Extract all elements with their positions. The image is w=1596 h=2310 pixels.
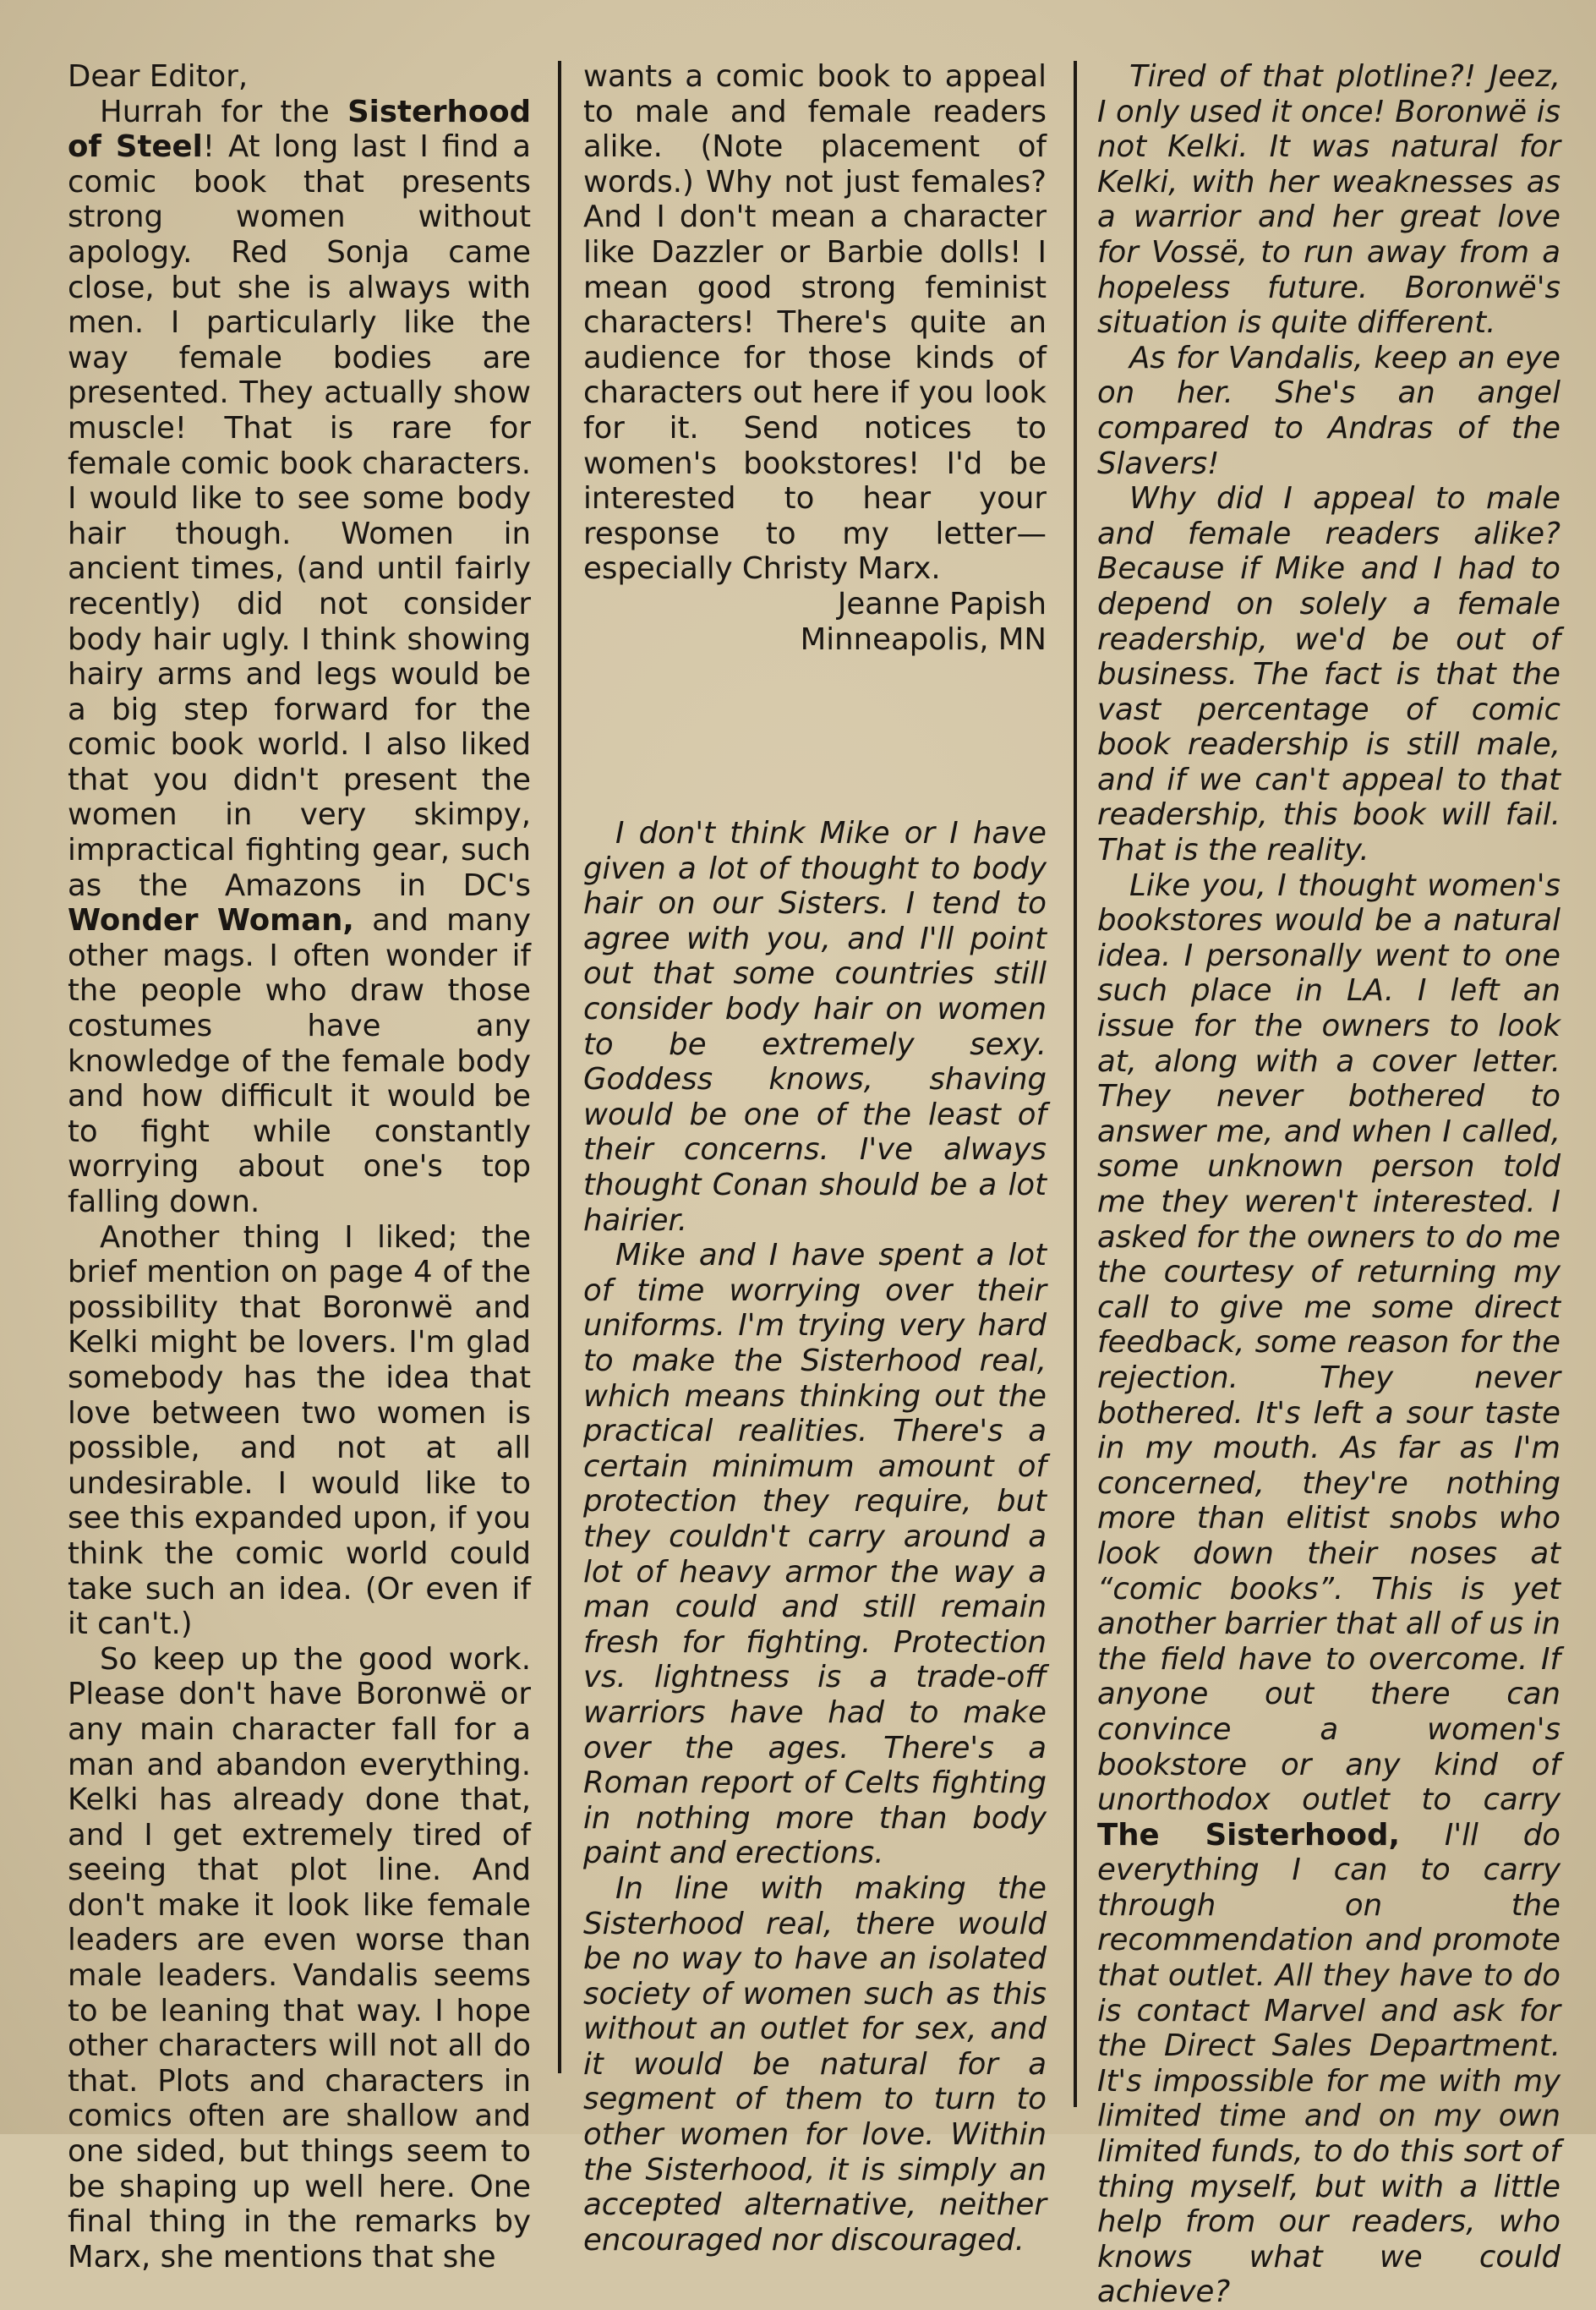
comic-title-sisterhood: Sisterhood of Steel — [68, 94, 531, 165]
reply-paragraph-5: As for Vandalis, keep an eye on her. She's an angel compared to Andras of the Slavers! — [1097, 340, 1560, 481]
reply-paragraph-2: Mike and I have spent a lot of time worrying over their uniforms. I'm trying very hard to make the Sisterhood real, which means thinking out the practical realities. There's a certain minimum amount of protection they require, but they couldn't carry around a lot of heavy armor the way a man could and still remain fresh for fighting. Protection vs. lightness is a trade-off warriors have had to make over the ages. There's a Roman report of Celts fighting in nothing more than body paint and erections. — [583, 1238, 1047, 1871]
letter-paragraph-2: Another thing I liked; the brief mention on page 4 of the possibility that Boronwë and Kelki might be lovers. I'm glad somebody has the idea that love between two women is possible, and not at all undesirable. I would like to see this expanded upon, if you think the comic world could take such an idea. (Or even if it can't.) — [68, 1219, 531, 1642]
reply-paragraph-3: In line with making the Sisterhood real, there would be no way to have an isolated society of women such as this without an outlet for sex, and it would be natural for a segment of them to turn to other women for love. Within the Sisterhood, it is simply an accepted alternative, neither encouraged nor discouraged. — [583, 1870, 1047, 2258]
reply-column-3 — [1097, 59, 1560, 2310]
letter-paragraph-3: So keep up the good work. Please don't have Boronwë or any main character fall for a man and abandon everything. Kelki has already done that, and I get extremely tired of seeing that plot line. And don't make it look like female leaders are even worse than male leaders. Vandalis seems to be leaning that way. I hope other characters will not all do that. Plots and characters in comics often are shallow and one sided, but things seem to be shaping up well here. One final thing in the remarks by Marx, she mentions that she — [68, 1641, 531, 2274]
reply-paragraph-4: Tired of that plotline?! Jeez, I only used it once! Boronwë is not Kelki. It was natural for Kelki, with her weaknesses as a warrior and her great love for Vossë, to run away from a hopeless future. Boronwë's situation is quite different. — [1097, 59, 1560, 341]
reply-paragraph-6: Why did I appeal to male and female readers alike? Because if Mike and I had to depend on solely a female readership, we'd be out of business. The fact is that the vast percentage of comic book readership is still male, and if we can't appeal to that readership, this book will fail. That is the reality. — [1097, 481, 1560, 868]
signature-place: Minneapolis, MN — [800, 621, 1047, 657]
column-rule-right — [1074, 61, 1077, 2107]
spacer — [583, 657, 1047, 816]
comic-title-the-sisterhood: The Sisterhood, — [1097, 1817, 1400, 1853]
text-run: ! At long last I find a comic book that presents strong women without apology. Red Sonja came close, but she is always with men. I particularly like the way female bodies are presented. They actually show muscle! That is rare for female comic book characters. I would like to see some body hair though. Women in ancient times, (and until fairly recently) did not consider body hair ugly. I think showing hairy arms and legs would be a big step forward for the comic book world. I also liked that you didn't present the women in very skimpy, impractical fighting gear, such as the Amazons in DC's — [68, 129, 531, 903]
text-run: and many other mags. I often wonder if the people who draw those costumes have any knowledge of the female body and how difficult it would be to fight while constantly worrying about one's top falling down. — [68, 903, 531, 1219]
signature-name: Jeanne Papish — [837, 586, 1047, 621]
text-run: I'll do everything I can to carry through on the recommendation and promote that outlet. All they have to do is contact Marvel and ask for the Direct Sales Department. It's impossible for me with my limited time and on my own limited funds, to do this sort of thing myself, but with a little help from our readers, who knows what we could achieve? — [1097, 1817, 1560, 2310]
letter-salutation: Dear Editor, — [68, 59, 249, 94]
letter-paragraph-1 — [68, 95, 531, 1220]
column-rule-left — [558, 61, 561, 2073]
letter-paragraph-3-continued: wants a comic book to appeal to male and female readers alike. (Note placement of words.) Why not just females? And I don't mean a character like Dazzler or Barbie dolls! I mean good strong feminist characters! There's quite an audience for those kinds of characters out here if you look for it. Send notices to women's bookstores! I'd be interested to hear your response to my letter—especially Christy Marx. — [583, 59, 1047, 587]
text-run: Hurrah for the — [100, 94, 348, 129]
reply-paragraph-7 — [1097, 868, 1560, 2310]
text-run: Like you, I thought women's bookstores would be a natural idea. I personally went to one such place in LA. I left an issue for the owners to look at, along with a cover letter. They never bothered to answer me, and when I called, some unknown person told me they weren't interested. I asked for the owners to do me the courtesy of returning my call to give me some direct feedback, some reason for the rejection. They never bothered. It's left a sour taste in my mouth. As far as I'm concerned, they're nothing more than elitist snobs who look down their noses at “comic books”. This is yet another barrier that all of us in the field have to overcome. If anyone out there can convince a women's bookstore or any kind of unorthodox outlet to carry — [1097, 868, 1560, 1818]
comic-title-wonder-woman: Wonder Woman, — [68, 903, 354, 939]
reply-paragraph-1: I don't think Mike or I have given a lot of thought to body hair on our Sisters. I tend to agree with you, and I'll point out that some countries still consider body hair on women to be extremely sexy. Goddess knows, shaving would be one of the least of their concerns. I've always thought Conan should be a lot hairier. — [583, 816, 1047, 1238]
letter-column-1 — [68, 59, 531, 2274]
letter-column-2 — [583, 59, 1047, 2258]
